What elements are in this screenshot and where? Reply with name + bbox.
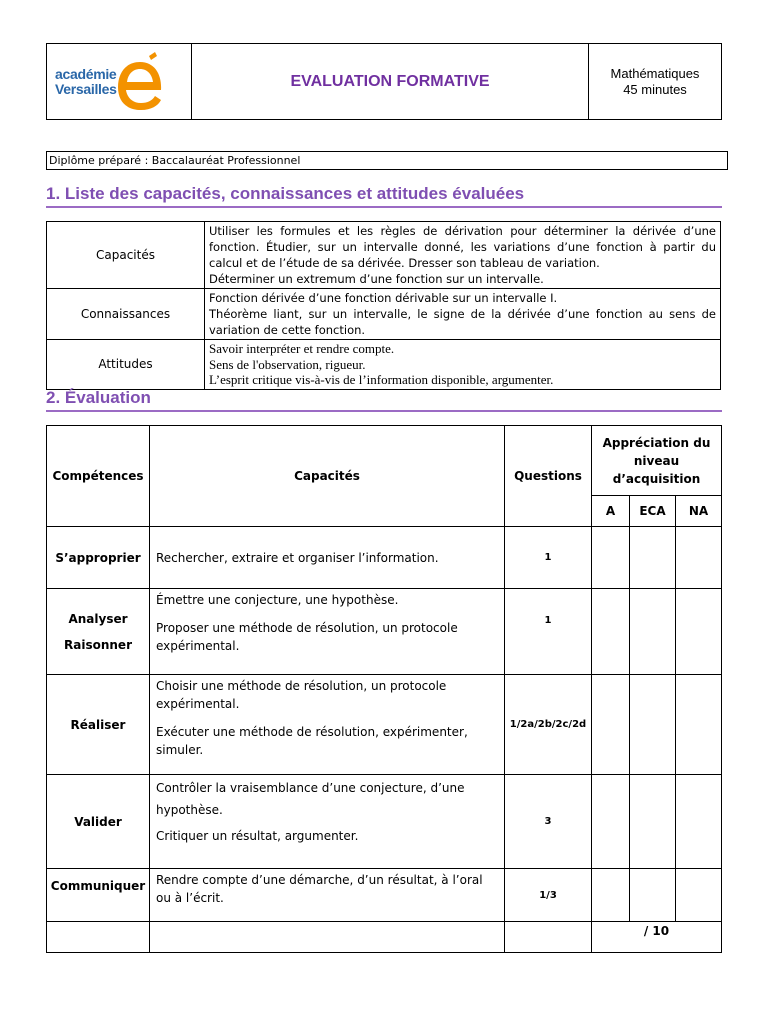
header-questions: Questions: [505, 426, 592, 527]
table-row: [47, 869, 722, 922]
subject: Mathématiques: [610, 65, 700, 81]
section1-heading: 1. Liste des capacités, connaissances et attitudes évaluées: [46, 184, 722, 208]
competence: Réaliser: [47, 675, 150, 775]
capacite: Choisir une méthode de résolution, un protocole expérimental. Exécuter une méthode de résolution, expérimenter, simuler.: [150, 675, 505, 775]
cell-a[interactable]: [592, 527, 630, 589]
total-score[interactable]: / 10: [592, 922, 722, 953]
table-row: [47, 340, 721, 390]
table-row: [47, 527, 722, 589]
row-label: Connaissances: [47, 289, 205, 340]
cell-eca[interactable]: [630, 527, 676, 589]
row-label: Capacités: [47, 222, 205, 289]
duration: 45 minutes: [623, 81, 687, 97]
row-text: Utiliser les formules et les règles de dérivation pour déterminer la dérivée d’une fonction. Étudier, sur un intervalle donné, les variations d’une fonction à partir du calcul et de l’étude de sa dérivée. Dresser son tableau de variation. Déterminer un extremum d’une fonction sur un intervalle.: [205, 222, 721, 289]
cell-eca[interactable]: [630, 869, 676, 922]
header-na: NA: [676, 496, 722, 527]
section2-heading: 2. Évaluation: [46, 388, 722, 412]
cell-na[interactable]: [676, 869, 722, 922]
competence: Analyser Raisonner: [47, 589, 150, 675]
academie-e-logo-icon: [115, 52, 165, 112]
row-text: Savoir interpréter et rendre compte. Sens de l'observation, rigueur. L’esprit critique vis-à-vis de l’information disponible, argumenter.: [205, 340, 721, 390]
total-row: [47, 922, 722, 953]
competence: Valider: [47, 775, 150, 869]
cell-a[interactable]: [592, 869, 630, 922]
competence: S’approprier: [47, 527, 150, 589]
table-row: [47, 675, 722, 775]
cell-eca[interactable]: [630, 589, 676, 675]
academie-logo: [47, 44, 192, 119]
header-a: A: [592, 496, 630, 527]
cell-a[interactable]: [592, 775, 630, 869]
header-eca: ECA: [630, 496, 676, 527]
cell-eca[interactable]: [630, 675, 676, 775]
cell-na[interactable]: [676, 589, 722, 675]
table-row: [47, 289, 721, 340]
question-ref: 1: [505, 589, 592, 675]
capacite: Rendre compte d’une démarche, d’un résultat, à l’oral ou à l’écrit.: [150, 869, 505, 922]
table-row: [47, 589, 722, 675]
document-header: [46, 43, 722, 120]
diploma-field: Diplôme préparé : Baccalauréat Professionnel: [46, 151, 728, 170]
question-ref: 1: [505, 527, 592, 589]
evaluation-table: [46, 425, 722, 953]
cell-na[interactable]: [676, 527, 722, 589]
document-meta: [589, 44, 721, 119]
table-header-row: [47, 426, 722, 496]
row-text: Fonction dérivée d’une fonction dérivable sur un intervalle I. Théorème liant, sur un intervalle, le signe de la dérivée d’une fonction au sens de variation de cette fonction.: [205, 289, 721, 340]
logo-text: [55, 67, 117, 97]
competence: Communiquer: [47, 869, 150, 922]
capacite: Émettre une conjecture, une hypothèse. Proposer une méthode de résolution, un protocole expérimental.: [150, 589, 505, 675]
capacite: Contrôler la vraisemblance d’une conjecture, d’une hypothèse. Critiquer un résultat, argumenter.: [150, 775, 505, 869]
logo-line1: académie: [55, 66, 117, 82]
row-label: Attitudes: [47, 340, 205, 390]
question-ref: 3: [505, 775, 592, 869]
header-competences: Compétences: [47, 426, 150, 527]
logo-line2: Versailles: [55, 81, 117, 97]
cell-a[interactable]: [592, 589, 630, 675]
capacite: Rechercher, extraire et organiser l’information.: [150, 527, 505, 589]
cell-na[interactable]: [676, 775, 722, 869]
cell-na[interactable]: [676, 675, 722, 775]
table-row: [47, 222, 721, 289]
table-row: [47, 775, 722, 869]
document-title: EVALUATION FORMATIVE: [192, 44, 589, 119]
capacities-table: [46, 221, 721, 390]
question-ref: 1/2a/2b/2c/2d: [505, 675, 592, 775]
cell-a[interactable]: [592, 675, 630, 775]
header-appreciation: Appréciation du niveau d’acquisition: [592, 426, 722, 496]
cell-eca[interactable]: [630, 775, 676, 869]
question-ref: 1/3: [505, 869, 592, 922]
header-capacites: Capacités: [150, 426, 505, 527]
